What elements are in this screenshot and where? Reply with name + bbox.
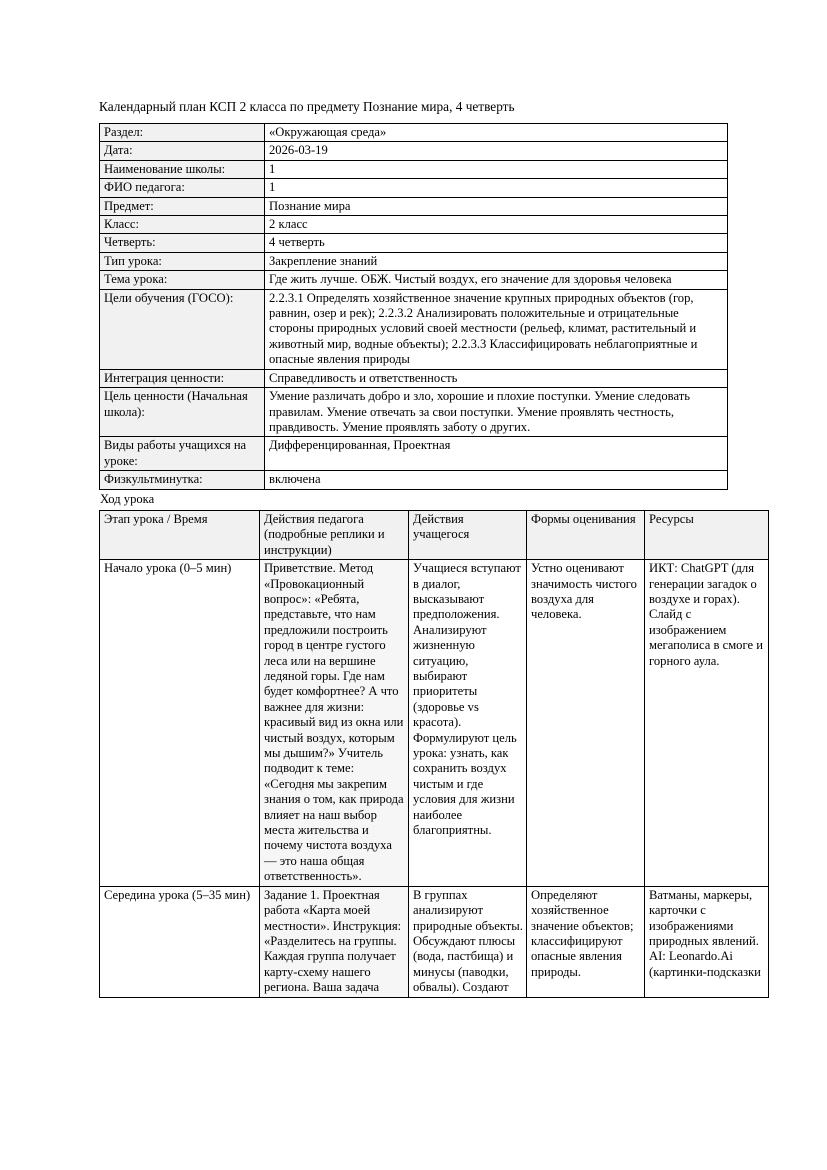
info-value: Познание мира: [265, 197, 728, 215]
page-title: Календарный план КСП 2 класса по предмету Познание мира, 4 четверть: [99, 99, 515, 114]
column-header-resources: Ресурсы: [645, 510, 769, 559]
info-label: Физкультминутка:: [100, 471, 265, 489]
cell-student: Учащиеся вступают в диалог, высказывают предположения. Анализируют жизненную ситуацию, выбирают приоритеты (здоровье vs красота). Формулируют цель урока: узнать, как сохранить воздух чистым и где условия для жизни наиболее благоприятны.: [409, 560, 527, 887]
column-header-teacher: Действия педагога (подробные реплики и инструкции): [260, 510, 409, 559]
info-label: Класс:: [100, 216, 265, 234]
info-value: Справедливость и ответственность: [265, 369, 728, 387]
column-header-student: Действия учащегося: [409, 510, 527, 559]
lesson-flow-head: [100, 510, 769, 559]
info-value: 1: [265, 160, 728, 178]
lesson-info-table: [99, 123, 728, 490]
cell-student: В группах анализируют природные объекты. Обсуждают плюсы (вода, пастбища) и минусы (паводки, обвалы). Создают: [409, 886, 527, 997]
cell-stage: Начало урока (0–5 мин): [100, 560, 260, 887]
info-label: Цели обучения (ГОСО):: [100, 289, 265, 369]
lesson-flow-table: [99, 510, 769, 998]
cell-teacher: Задание 1. Проектная работа «Карта моей местности». Инструкция: «Разделитесь на группы. Каждая группа получает карту-схему нашего региона. Ваша задача: [260, 886, 409, 997]
table-row: [100, 560, 769, 887]
info-value: 2.2.3.1 Определять хозяйственное значение крупных природных объектов (гор, равнин, озер и рек); 2.2.3.2 Анализировать положительные и отрицательные стороны природных условий своей местности (рельеф, климат, растительный и животный мир, водные объекты); 2.2.3.3 Классифицировать неблагоприятные и опасные явления природы: [265, 289, 728, 369]
info-value: Умение различать добро и зло, хорошие и плохие поступки. Умение следовать правилам. Умение отвечать за свои поступки. Умение проявлять честность, правдивость. Умение проявлять заботу о других.: [265, 388, 728, 437]
info-label: Виды работы учащихся на уроке:: [100, 437, 265, 471]
column-header-stage: Этап урока / Время: [100, 510, 260, 559]
info-value: Где жить лучше. ОБЖ. Чистый воздух, его значение для здоровья человека: [265, 271, 728, 289]
table-row: [100, 142, 728, 160]
table-row: [100, 124, 728, 142]
info-value: 1: [265, 179, 728, 197]
info-label: Интеграция ценности:: [100, 369, 265, 387]
table-row: [100, 886, 769, 997]
cell-resources: ИКТ: ChatGPT (для генерации загадок о воздухе и горах). Слайд с изображением мегаполиса в смоге и горного аула.: [645, 560, 769, 887]
info-label: Цель ценности (Начальная школа):: [100, 388, 265, 437]
info-label: Дата:: [100, 142, 265, 160]
page-bottom-margin: [0, 1077, 827, 1170]
info-label: Тип урока:: [100, 252, 265, 270]
cell-stage: Середина урока (5–35 мин): [100, 886, 260, 997]
cell-resources: Ватманы, маркеры, карточки с изображениями природных явлений. AI: Leonardo.Ai (картинки-подсказки: [645, 886, 769, 997]
info-label: Четверть:: [100, 234, 265, 252]
cell-assessment: Определяют хозяйственное значение объектов; классифицируют опасные явления природы.: [527, 886, 645, 997]
table-row: [100, 437, 728, 471]
table-row: [100, 216, 728, 234]
info-label: ФИО педагога:: [100, 179, 265, 197]
info-value: Дифференцированная, Проектная: [265, 437, 728, 471]
table-row: [100, 271, 728, 289]
table-row: [100, 289, 728, 369]
table-header-row: [100, 510, 769, 559]
info-value: Закрепление знаний: [265, 252, 728, 270]
table-row: [100, 252, 728, 270]
table-row: [100, 369, 728, 387]
lesson-flow-caption: Ход урока: [100, 491, 155, 506]
info-label: Наименование школы:: [100, 160, 265, 178]
lesson-info-body: [100, 124, 728, 490]
info-label: Предмет:: [100, 197, 265, 215]
info-label: Раздел:: [100, 124, 265, 142]
info-value: «Окружающая среда»: [265, 124, 728, 142]
cell-teacher: Приветствие. Метод «Провокационный вопрос»: «Ребята, представьте, что нам предложили построить город в центре густого леса или на вершине ледяной горы. Где нам будет комфортнее? А что важнее для жизни: красивый вид из окна или чистый воздух, которым мы дышим?» Учитель подводит к теме: «Сегодня мы закрепим знания о том, как природа влияет на наш выбор места жительства и почему чистота воздуха — это наша общая ответственность».: [260, 560, 409, 887]
table-row: [100, 471, 728, 489]
table-row: [100, 234, 728, 252]
table-row: [100, 197, 728, 215]
table-row: [100, 388, 728, 437]
lesson-flow-body: [100, 560, 769, 997]
info-value: включена: [265, 471, 728, 489]
info-value: 4 четверть: [265, 234, 728, 252]
info-value: 2026-03-19: [265, 142, 728, 160]
table-row: [100, 179, 728, 197]
table-row: [100, 160, 728, 178]
info-value: 2 класс: [265, 216, 728, 234]
info-label: Тема урока:: [100, 271, 265, 289]
column-header-assessment: Формы оценивания: [527, 510, 645, 559]
cell-assessment: Устно оценивают значимость чистого воздуха для человека.: [527, 560, 645, 887]
